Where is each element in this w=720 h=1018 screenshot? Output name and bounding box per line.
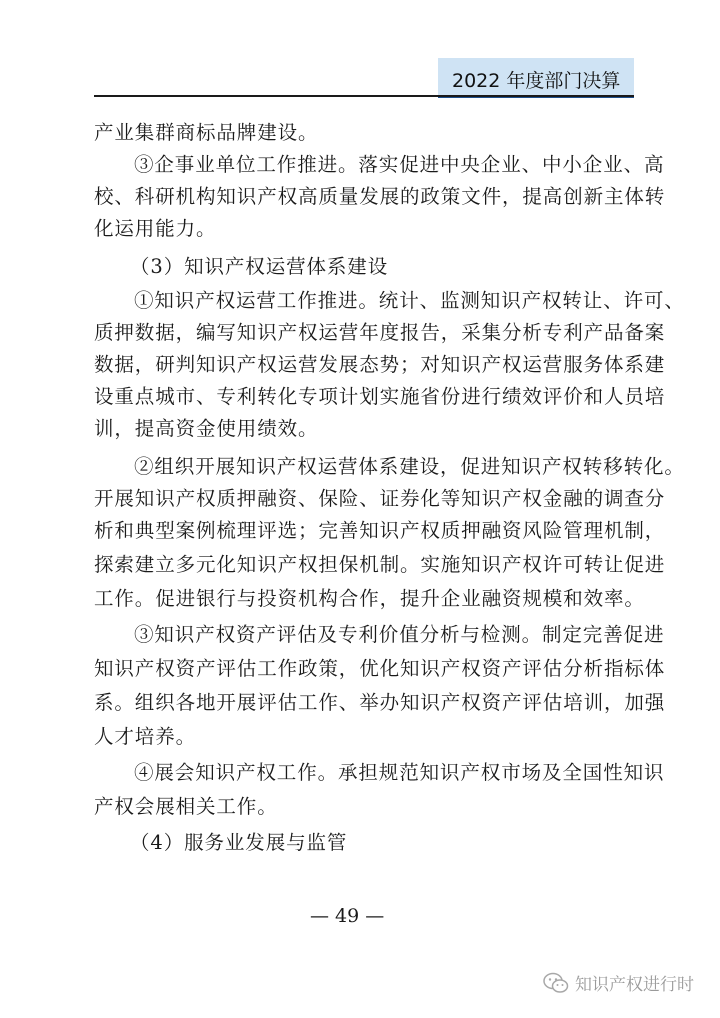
- text-line: 系。组织各地开展评估工作、举办知识产权资产评估培训，加强: [94, 691, 666, 714]
- text-line: 设重点城市、专利转化专项计划实施省份进行绩效评价和人员培: [94, 385, 666, 408]
- text-line: 产业集群商标品牌建设。: [94, 121, 319, 144]
- text-line: ①知识产权运营工作推进。统计、监测知识产权转让、许可、: [134, 289, 685, 312]
- text-line: 知识产权资产评估工作政策，优化知识产权资产评估分析指标体: [94, 657, 666, 680]
- header-tab: [438, 58, 634, 98]
- text-line: ③知识产权资产评估及专利价值分析与检测。制定完善促进: [134, 623, 665, 646]
- text-line: 产权会展相关工作。: [94, 795, 278, 818]
- text-line: 化运用能力。: [94, 217, 217, 240]
- wechat-icon: [543, 972, 569, 994]
- text-line: 工作。促进银行与投资机构合作，提升企业融资规模和效率。: [94, 587, 645, 610]
- header-rule: [94, 95, 634, 97]
- text-line: 质押数据，编写知识产权运营年度报告，采集分析专利产品备案: [94, 321, 666, 344]
- section-heading: （3）知识产权运营体系建设: [130, 255, 389, 278]
- text-line: 校、科研机构知识产权高质量发展的政策文件，提高创新主体转: [94, 185, 666, 208]
- header-title: 2022 年度部门决算: [452, 70, 621, 92]
- watermark-text: 知识产权进行时: [575, 975, 694, 995]
- text-line: 训，提高资金使用绩效。: [94, 417, 319, 440]
- text-line: 开展知识产权质押融资、保险、证券化等知识产权金融的调查分: [94, 487, 666, 510]
- watermark: [543, 970, 694, 995]
- text-line: ③企事业单位工作推进。落实促进中央企业、中小企业、高: [134, 153, 665, 176]
- text-line: ②组织开展知识产权运营体系建设，促进知识产权转移转化。: [134, 455, 685, 478]
- text-line: 人才培养。: [94, 725, 197, 748]
- page-number: — 49 —: [310, 905, 385, 927]
- text-line: ④展会知识产权工作。承担规范知识产权市场及全国性知识: [134, 761, 665, 784]
- text-line: 数据，研判知识产权运营发展态势；对知识产权运营服务体系建: [94, 353, 666, 376]
- section-heading: （4）服务业发展与监管: [130, 831, 348, 854]
- text-line: 探索建立多元化知识产权担保机制。实施知识产权许可转让促进: [94, 553, 666, 576]
- text-line: 析和典型案例梳理评选；完善知识产权质押融资风险管理机制，: [94, 519, 666, 542]
